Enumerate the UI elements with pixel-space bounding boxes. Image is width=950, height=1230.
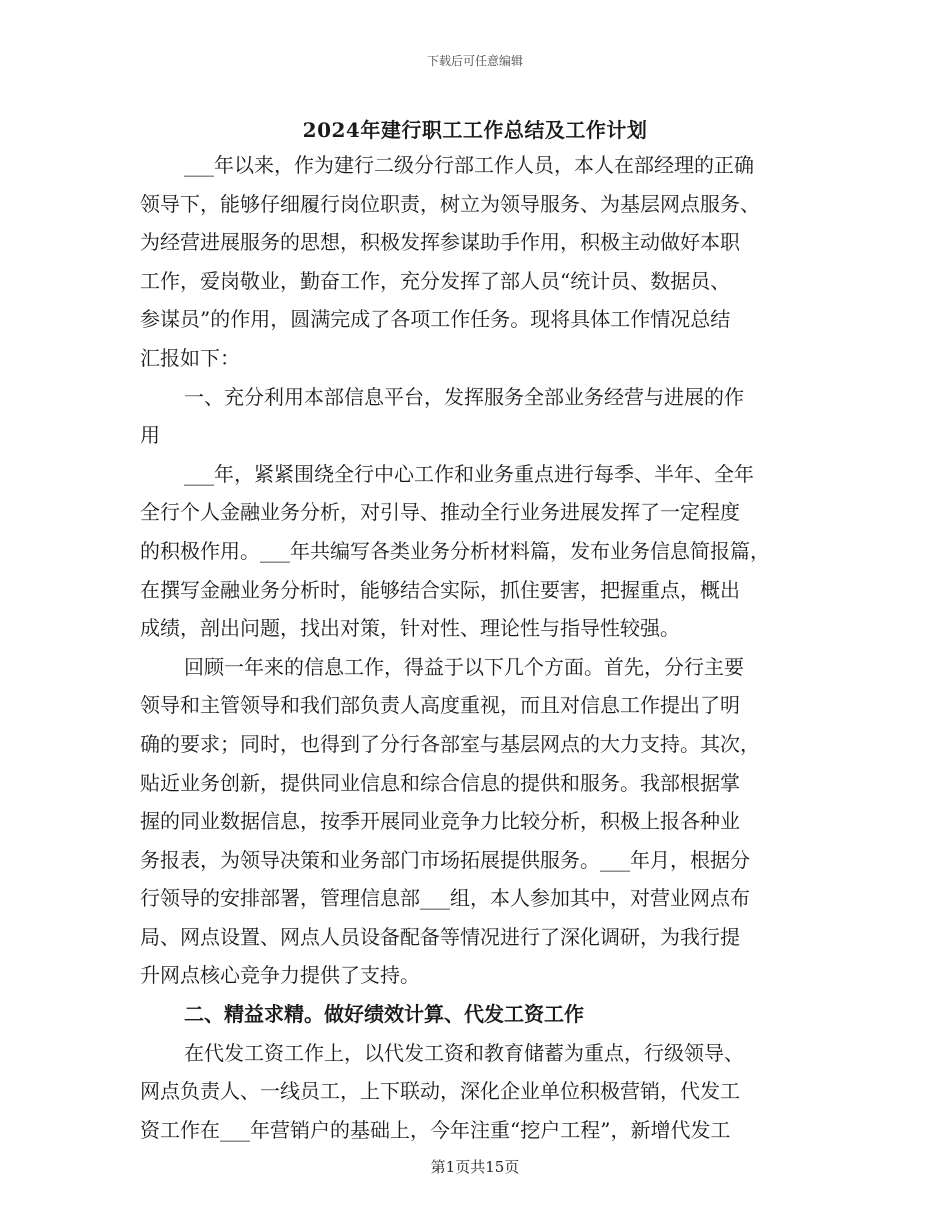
text-line: 握的同业数据信息，按季开展同业竞争力比较分析，积极上报各种业 — [140, 809, 740, 834]
text-line: ___年以来，作为建行二级分行部工作人员，本人在部经理的正确 — [184, 153, 754, 177]
text-line: 领导下，能够仔细履行岗位职责，树立为领导服务、为基层网点服务、 — [140, 191, 760, 216]
section-heading: 二、精益求精。做好绩效计算、代发工资工作 — [184, 1002, 584, 1027]
text-line: 参谋员”的作用，圆满完成了各项工作任务。现将具体工作情况总结 — [140, 307, 731, 332]
text-line: 务报表，为领导决策和业务部门市场拓展提供服务。___年月，根据分 — [140, 847, 750, 872]
text-line: 升网点核心竞争力提供了支持。 — [140, 963, 420, 988]
text-line: 全行个人金融业务分析，对引导、推动全行业务进展发挥了一定程度 — [140, 500, 740, 525]
text-line: 在撰写金融业务分析时，能够结合实际，抓住要害，把握重点，概出 — [140, 577, 740, 602]
text-line: 一、充分利用本部信息平台，发挥服务全部业务经营与进展的作 — [184, 384, 744, 409]
text-line: 局、网点设置、网点人员设备配备等情况进行了深化调研，为我行提 — [140, 924, 740, 949]
page-header: 下载后可任意编辑 — [426, 54, 523, 68]
page-footer: 第1页共15页 — [430, 1158, 520, 1176]
text-line: 行领导的安排部署，管理信息部___组，本人参加其中，对营业网点布 — [140, 886, 750, 911]
text-line: 用 — [140, 423, 160, 448]
text-line: 网点负责人、一线员工，上下联动，深化企业单位积极营销，代发工 — [140, 1079, 740, 1104]
text-line: 资工作在___年营销户的基础上，今年注重“挖户工程”，新增代发工 — [140, 1117, 731, 1142]
text-line: ___年，紧紧围绕全行中心工作和业务重点进行每季、半年、全年 — [184, 461, 754, 486]
text-line: 在代发工资工作上，以代发工资和教育储蓄为重点，行级领导、 — [184, 1040, 744, 1065]
document-title: 2024年建行职工工作总结及工作计划 — [302, 118, 648, 142]
text-line: 为经营进展服务的思想，积极发挥参谋助手作用，积极主动做好本职 — [140, 230, 740, 255]
text-line: 确的要求；同时，也得到了分行各部室与基层网点的大力支持。其次， — [140, 731, 760, 756]
text-line: 回顾一年来的信息工作，得益于以下几个方面。首先，分行主要 — [184, 654, 744, 679]
document-body — [140, 146, 812, 1149]
text-line: 的积极作用。___年共编写各类业务分析材料篇，发布业务信息简报篇， — [140, 538, 770, 563]
text-line: 贴近业务创新，提供同业信息和综合信息的提供和服务。我部根据掌 — [140, 770, 740, 795]
text-line: 成绩，剖出问题，找出对策，针对性、理论性与指导性较强。 — [140, 616, 680, 641]
text-line: 工作，爱岗敬业，勤奋工作，充分发挥了部人员“统计员、数据员、 — [140, 268, 731, 293]
text-line: 领导和主管领导和我们部负责人高度重视，而且对信息工作提出了明 — [140, 693, 740, 718]
text-line: 汇报如下： — [140, 345, 240, 370]
